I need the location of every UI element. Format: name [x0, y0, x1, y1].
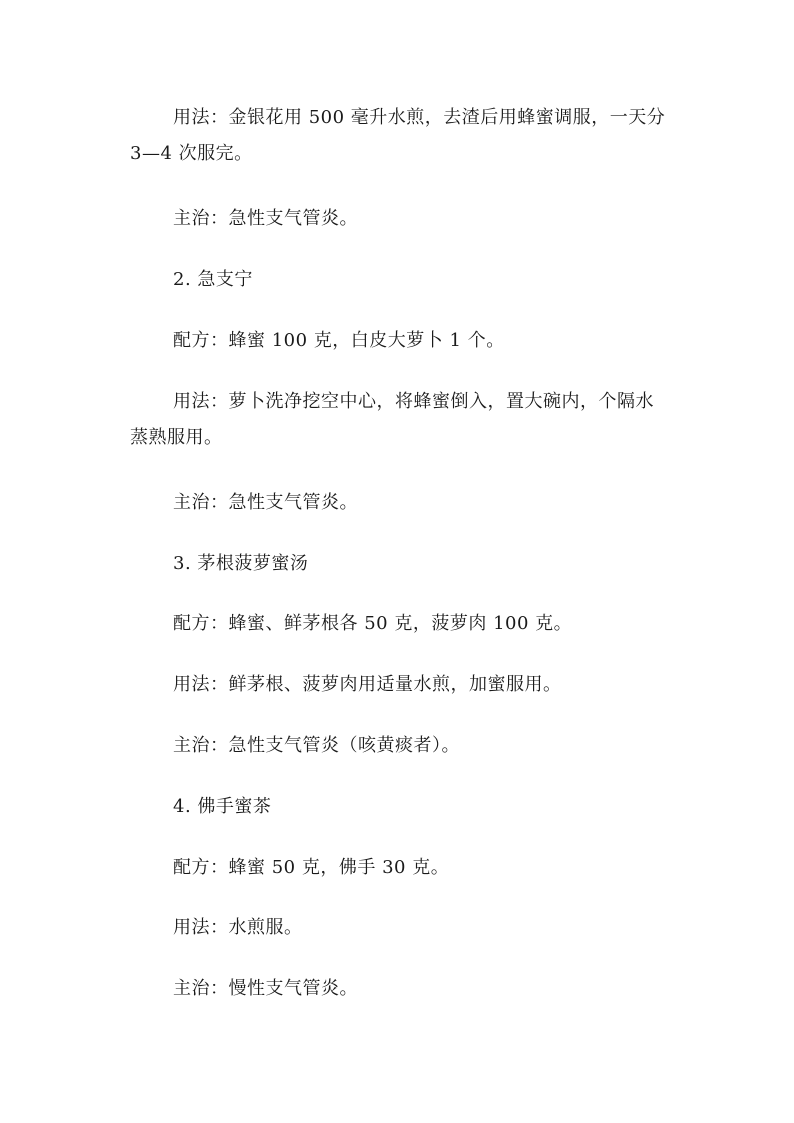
usage-paragraph-3: 用法：鲜茅根、菠萝肉用适量水煎，加蜜服用。: [173, 674, 562, 695]
formula-paragraph-3: 配方：蜂蜜、鲜茅根各 50 克，菠萝肉 100 克。: [173, 613, 573, 634]
indication-paragraph-3: 主治：急性支气管炎（咳黄痰者）。: [173, 735, 460, 756]
recipe-heading-3: 3. 茅根菠萝蜜汤: [173, 553, 309, 574]
formula-paragraph-2: 配方：蜂蜜 100 克，白皮大萝卜 1 个。: [173, 330, 505, 351]
usage-paragraph-1: 用法：金银花用 500 毫升水煎，去渣后用蜂蜜调服，一天分 3—4 次服完。: [130, 107, 666, 164]
formula-paragraph-4: 配方：蜂蜜 50 克，佛手 30 克。: [173, 857, 450, 878]
usage-paragraph-4: 用法：水煎服。: [173, 917, 303, 938]
indication-paragraph-1: 主治：急性支气管炎。: [173, 208, 358, 229]
usage-paragraph-2: 用法：萝卜洗净挖空中心，将蜂蜜倒入，置大碗内，个隔水蒸熟服用。: [130, 391, 654, 448]
recipe-heading-2: 2. 急支宁: [173, 269, 253, 290]
indication-paragraph-4: 主治：慢性支气管炎。: [173, 978, 358, 999]
indication-paragraph-2: 主治：急性支气管炎。: [173, 492, 358, 513]
recipe-heading-4: 4. 佛手蜜茶: [173, 796, 272, 817]
